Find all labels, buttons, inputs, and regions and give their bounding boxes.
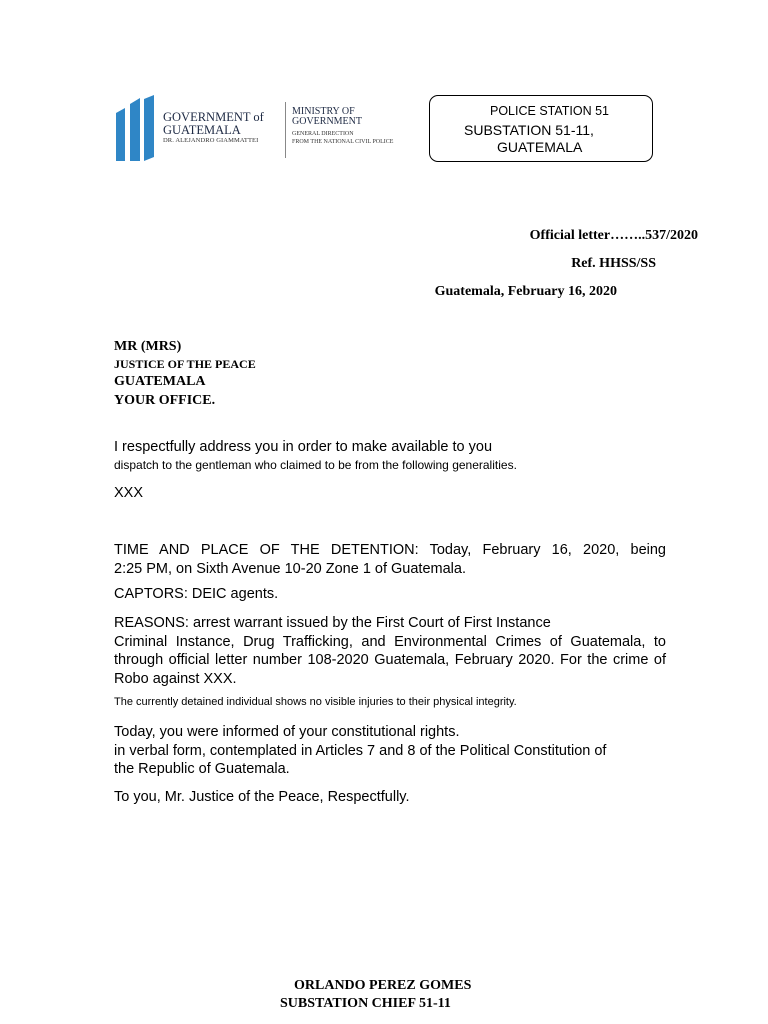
intro-line-2: dispatch to the gentleman who claimed to be from the following generalities. (114, 458, 517, 472)
police-station-label: POLICE STATION 51 (490, 104, 610, 118)
ministry-sub-line-1: GENERAL DIRECTION (292, 131, 354, 137)
ministry-line-1: MINISTRY OF (292, 106, 355, 117)
government-country: GUATEMALA (163, 123, 241, 137)
reasons-line-1: REASONS: arrest warrant issued by the First Court of First Instance (114, 615, 551, 631)
addressee-salutation: MR (MRS) (114, 339, 182, 354)
ministry-name (292, 107, 362, 127)
reasons-line-4: Robo against XXX. (114, 670, 237, 687)
reasons-line-2: Criminal Instance, Drug Trafficking, and Environmental Crimes of Guatemala, to (114, 633, 666, 650)
police-station-box (429, 95, 653, 162)
captors-line: CAPTORS: DEIC agents. (114, 586, 279, 602)
injuries-statement: The currently detained individual shows no visible injuries to their physical integrity. (114, 696, 517, 708)
addressee-office: YOUR OFFICE. (114, 393, 216, 408)
logo-divider (285, 102, 286, 158)
government-person: DR. ALEJANDRO GIAMMATTEI (163, 137, 259, 144)
detainee-name-placeholder: XXX (114, 485, 144, 501)
government-logo-icon (116, 95, 156, 163)
official-letter-number: Official letter……..537/2020 (529, 228, 698, 243)
rights-line-1: Today, you were informed of your constitutional rights. (114, 724, 460, 740)
signatory-title: SUBSTATION CHIEF 51-11 (280, 996, 451, 1011)
government-title: GOVERNMENT of (163, 110, 264, 124)
detention-line-2: 2:25 PM, on Sixth Avenue 10-20 Zone 1 of Guatemala. (114, 560, 466, 577)
rights-line-3: the Republic of Guatemala. (114, 761, 290, 777)
reference-code: Ref. HHSS/SS (571, 256, 656, 271)
addressee-city: GUATEMALA (114, 374, 206, 389)
ministry-line-2: GOVERNMENT (292, 116, 362, 127)
rights-paragraph (114, 723, 666, 779)
reasons-line-3: through official letter number 108-2020 Guatemala, February 2020. For the crime of (114, 652, 666, 668)
detention-paragraph (114, 541, 666, 578)
signatory-name: ORLANDO PEREZ GOMES (294, 978, 472, 993)
rights-line-2: in verbal form, contemplated in Articles 7 and 8 of the Political Constitution of (114, 742, 607, 759)
substation-city: GUATEMALA (497, 139, 583, 155)
government-name (163, 111, 264, 137)
letter-date: Guatemala, February 16, 2020 (434, 284, 617, 299)
ministry-sub-line-2: FROM THE NATIONAL CIVIL POLICE (292, 138, 394, 145)
reasons-paragraph (114, 614, 666, 688)
ministry-subtitle (292, 131, 393, 146)
substation-label: SUBSTATION 51-11, (464, 122, 594, 138)
intro-line-1: I respectfully address you in order to make available to you (114, 439, 493, 455)
addressee-title: JUSTICE OF THE PEACE (114, 357, 256, 371)
closing-line: To you, Mr. Justice of the Peace, Respectfully. (114, 789, 410, 805)
detention-line-1: TIME AND PLACE OF THE DETENTION: Today, February 16, 2020, being (114, 542, 666, 558)
